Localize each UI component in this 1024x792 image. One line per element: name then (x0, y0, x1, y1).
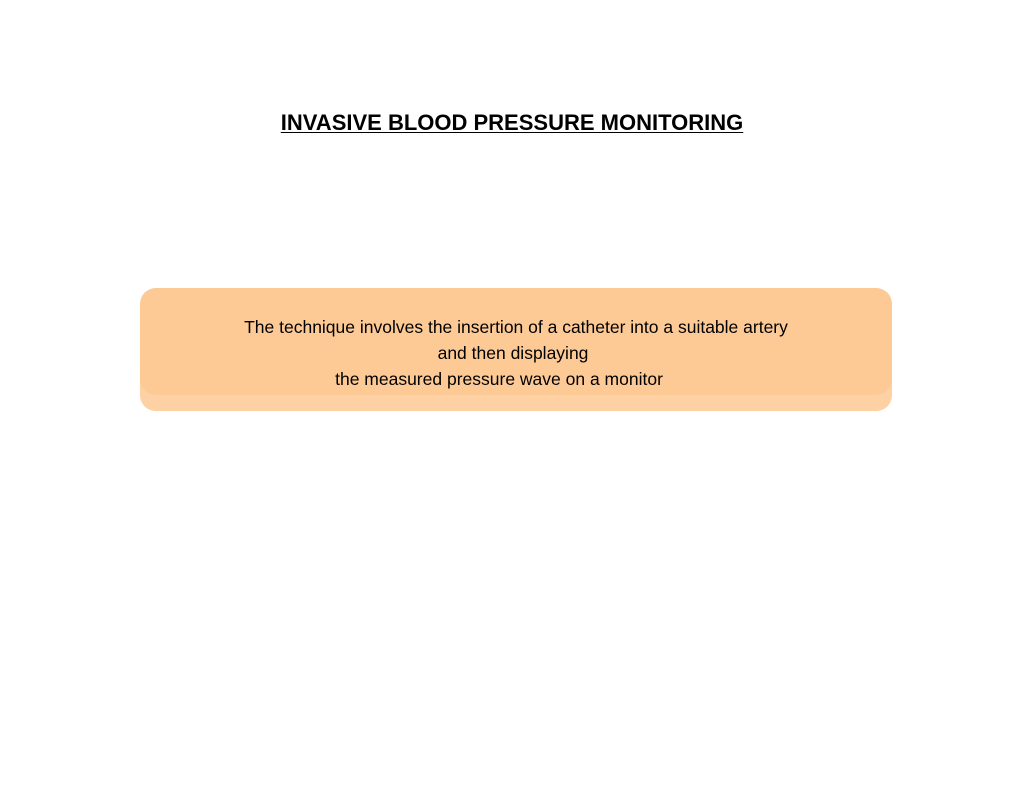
page-title (0, 108, 1024, 138)
callout-line-3: the measured pressure wave on a monitor (335, 369, 663, 389)
page-title-text: INVASIVE BLOOD PRESSURE MONITORING (280, 110, 744, 135)
callout-line-1: The technique involves the insertion of a catheter into a suitable artery (244, 317, 788, 337)
callout-text (140, 314, 892, 392)
callout-line-2: and then displaying (437, 343, 589, 363)
description-callout (140, 288, 892, 411)
